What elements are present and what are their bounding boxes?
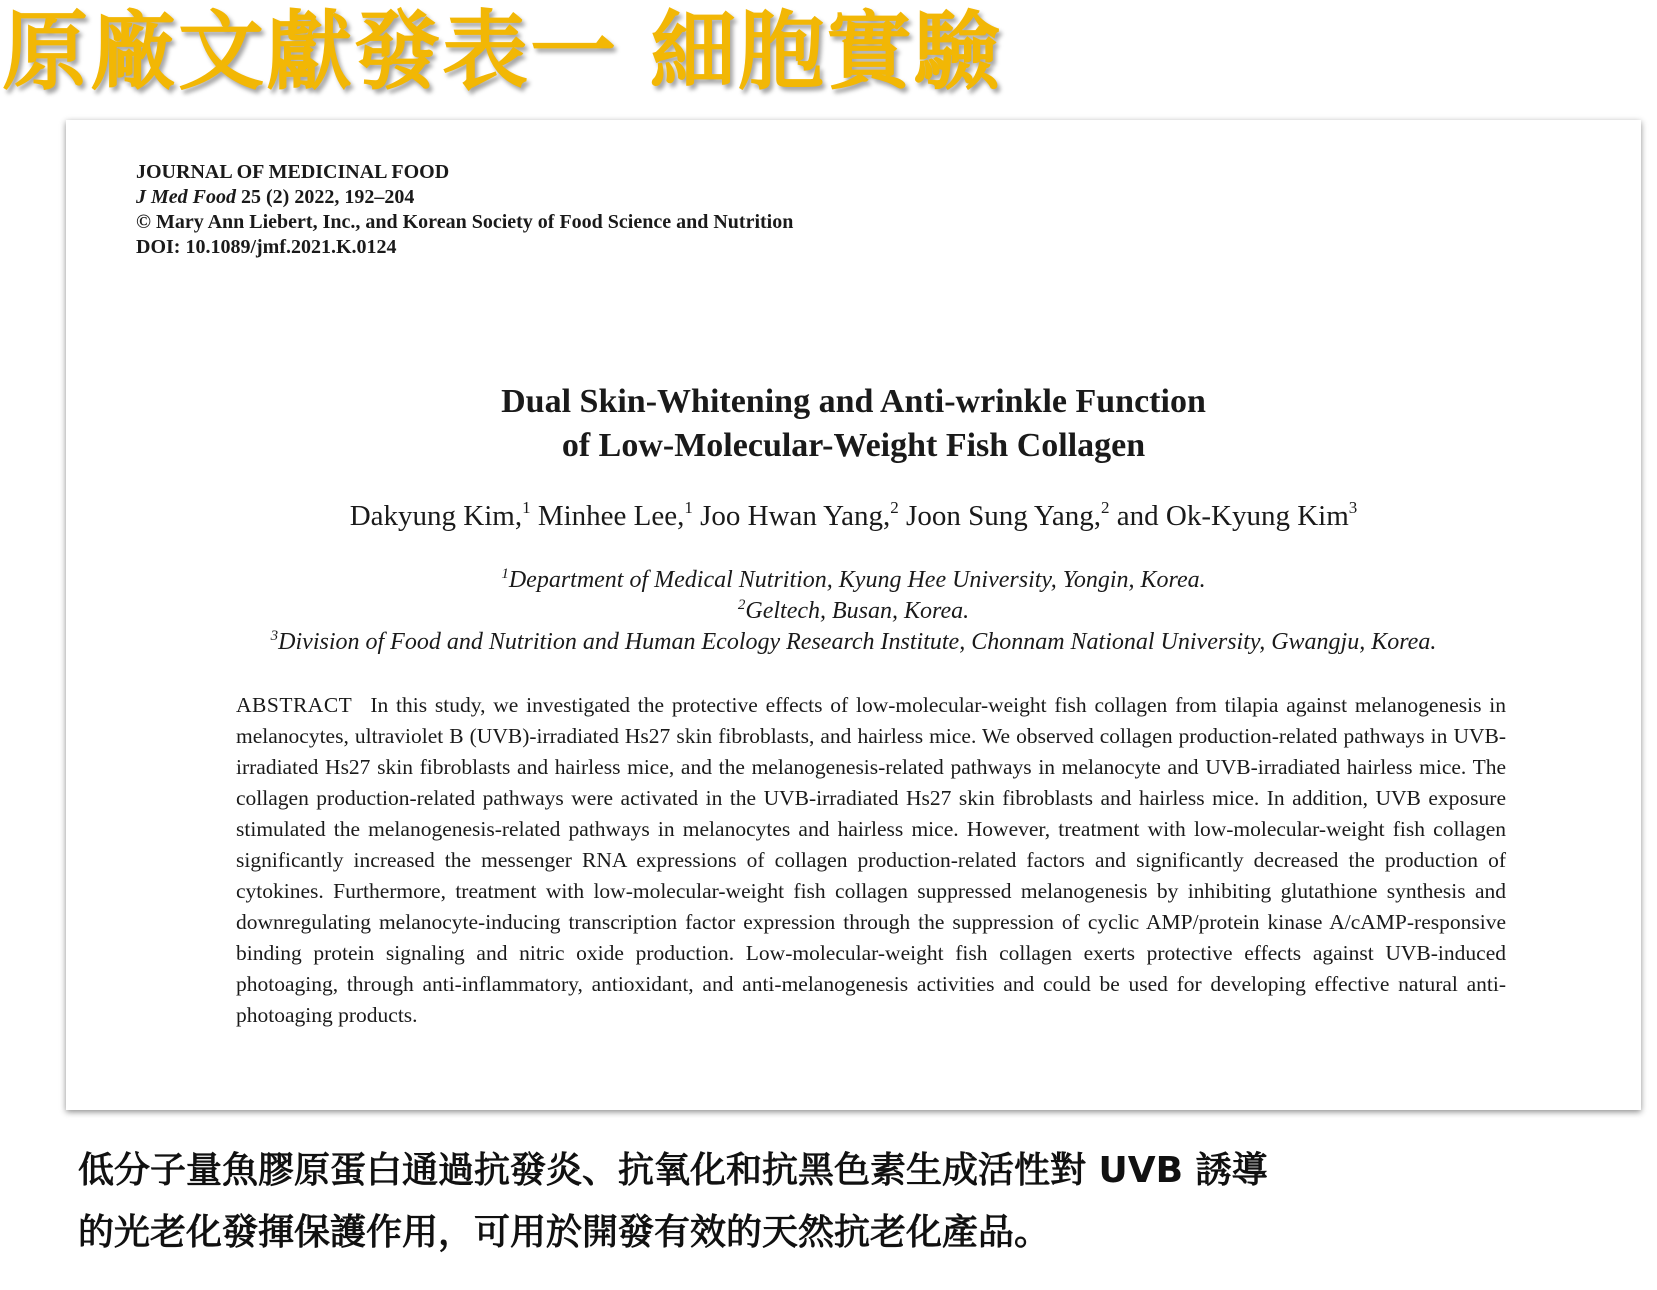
journal-copyright: © Mary Ann Liebert, Inc., and Korean Society of Food Science and Nutrition bbox=[136, 211, 794, 233]
author: and Ok-Kyung Kim$^3$ bbox=[1116, 498, 1358, 532]
journal-volume-pages: 25 (2) 2022, 192–204 bbox=[236, 186, 415, 208]
affiliation-list bbox=[66, 565, 1641, 658]
abstract-text: In this study, we investigated the protective effects of low-molecular-weight fish collagen from tilapia against melanogenesis in melanocytes, ultraviolet B (UVB)-irradiated Hs27 skin fibroblasts, and hairless mice. We observed collagen production-related pathways in UVB-irradiated Hs27 skin fibroblasts and hairless mice, and the melanogenesis-related pathways in melanocyte and UVB-irradiated hairless mice. The collagen production-related pathways were activated in the UVB-irradiated Hs27 skin fibroblasts and hairless mice. In addition, UVB exposure stimulated the melanogenesis-related pathways in melanocytes and hairless mice. However, treatment with low-molecular-weight fish collagen significantly increased the messenger RNA expressions of collagen production-related factors and significantly decreased the production of cytokines. Furthermore, treatment with low-molecular-weight fish collagen suppressed melanogenesis by inhibiting glutathione synthesis and downregulating melanocyte-inducing transcription factor expression through the suppression of cyclic AMP/protein kinase A/cAMP-responsive binding protein signaling and nitric oxide production. Low-molecular-weight fish collagen exerts protective effects against UVB-induced photoaging, through anti-inflammatory, antioxidant, and anti-melanogenesis activities and could be used for developing effective natural anti-photoaging products. bbox=[236, 693, 1506, 1027]
journal-header bbox=[136, 160, 793, 260]
affiliation: $^1$Department of Medical Nutrition, Kyung Hee University, Yongin, Korea. bbox=[501, 566, 1206, 593]
journal-citation bbox=[136, 185, 793, 210]
paper-title-line-2: of Low-Molecular-Weight Fish Collagen bbox=[561, 427, 1146, 464]
paper-screenshot bbox=[66, 120, 1641, 1110]
author: Dakyung Kim,$^1$ bbox=[349, 498, 531, 532]
author: Minhee Lee,$^1$ bbox=[537, 498, 693, 532]
affiliation: $^2$Geltech, Busan, Korea. bbox=[737, 597, 970, 624]
summary-caption bbox=[78, 1140, 1598, 1264]
paper-title-line-1: Dual Skin-Whitening and Anti-wrinkle Function bbox=[501, 383, 1206, 420]
summary-caption-line-1: 低分子量魚膠原蛋白通過抗發炎、抗氧化和抗黑色素生成活性對 UVB 誘導 bbox=[78, 1150, 1268, 1191]
author: Joo Hwan Yang,$^2$ bbox=[700, 498, 899, 532]
abstract-label: ABSTRACT bbox=[236, 693, 353, 717]
paper-title bbox=[66, 380, 1641, 468]
journal-abbrev: J Med Food bbox=[136, 186, 236, 208]
summary-caption-line-2: 的光老化發揮保護作用，可用於開發有效的天然抗老化產品。 bbox=[78, 1212, 1051, 1253]
author-list bbox=[66, 498, 1641, 534]
slide-title: 原廠文獻發表一 細胞實驗 bbox=[2, 2, 1002, 102]
abstract bbox=[236, 690, 1506, 1031]
author: Joon Sung Yang,$^2$ bbox=[906, 498, 1110, 532]
journal-doi: DOI: 10.1089/jmf.2021.K.0124 bbox=[136, 236, 397, 258]
affiliation: $^3$Division of Food and Nutrition and Human Ecology Research Institute, Chonnam National University, Gwangju, Korea. bbox=[270, 628, 1437, 655]
journal-name: JOURNAL OF MEDICINAL FOOD bbox=[136, 161, 450, 183]
